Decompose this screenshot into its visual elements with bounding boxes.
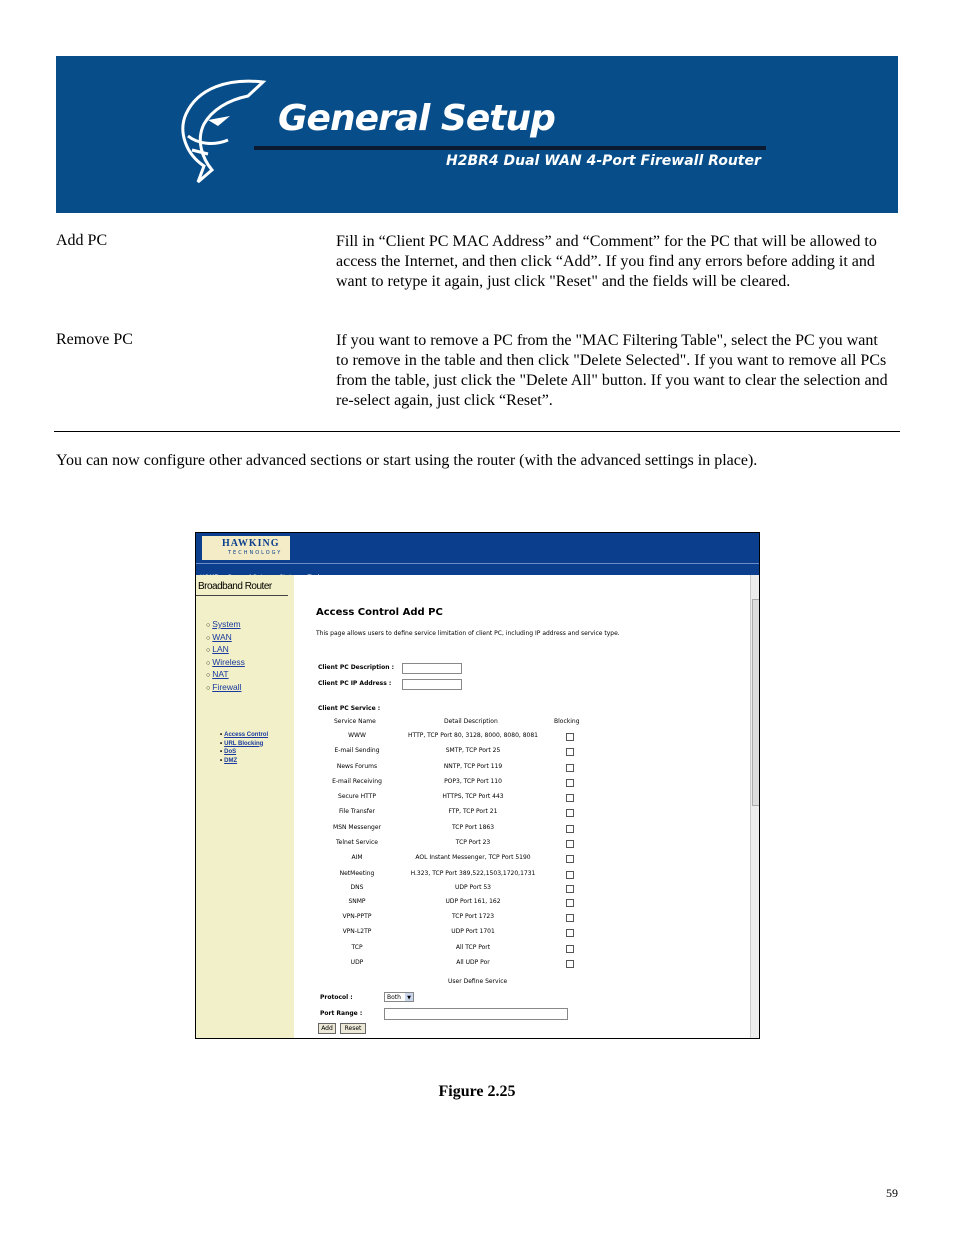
- header-banner: [56, 56, 898, 213]
- page-title: Access Control Add PC: [316, 607, 443, 618]
- sidebar-item-wan[interactable]: ○ WAN: [206, 632, 245, 645]
- eagle-logo-icon: [168, 74, 278, 189]
- banner-subtitle: H2BR4 Dual WAN 4-Port Firewall Router: [446, 153, 761, 169]
- service-row: [294, 839, 750, 851]
- service-name: TCP: [351, 944, 363, 951]
- col-detail-description: Detail Description: [444, 718, 498, 725]
- banner-title: General Setup: [278, 98, 555, 139]
- page-description: This page allows users to define service limitation of client PC, including IP address and service type.: [316, 630, 620, 637]
- service-description: All TCP Port: [455, 944, 491, 951]
- sidebar-item-lan[interactable]: ○ LAN: [206, 644, 245, 657]
- sidebar-menu: [206, 619, 245, 694]
- service-description: UDP Port 161, 162: [445, 898, 501, 905]
- service-description: HTTPS, TCP Port 443: [442, 793, 504, 800]
- page-number: 59: [886, 1186, 898, 1200]
- service-row: [294, 913, 750, 925]
- service-row: [294, 824, 750, 836]
- service-name: News Forums: [336, 763, 378, 770]
- brand-label: Broadband Router: [198, 581, 272, 592]
- sidebar-item-firewall[interactable]: ○ Firewall: [206, 682, 245, 695]
- sidebar-item-dos[interactable]: • DoS: [220, 748, 268, 757]
- blocking-checkbox[interactable]: [566, 748, 574, 756]
- service-name: VPN-L2TP: [342, 928, 372, 935]
- sidebar-item-url-blocking[interactable]: • URL Blocking: [220, 740, 268, 749]
- service-row: [294, 870, 750, 882]
- blocking-checkbox[interactable]: [566, 840, 574, 848]
- blocking-checkbox[interactable]: [566, 794, 574, 802]
- service-row: [294, 884, 750, 896]
- banner-rule: [254, 146, 766, 150]
- service-name: E-mail Receiving: [332, 778, 382, 785]
- logo-subtext: TECHNOLOGY: [228, 550, 283, 556]
- service-row: [294, 747, 750, 759]
- service-row: [294, 959, 750, 971]
- protocol-value: Both: [387, 994, 401, 1001]
- blocking-checkbox[interactable]: [566, 885, 574, 893]
- service-row: [294, 898, 750, 910]
- sidebar-item-access-control[interactable]: • Access Control: [220, 731, 268, 740]
- divider: [54, 431, 900, 432]
- service-row: [294, 778, 750, 790]
- term-add-pc: Add PC: [56, 232, 108, 249]
- definition-remove-pc: If you want to remove a PC from the "MAC Filtering Table", select the PC you want to remove in the table and then click "Delete Selected". If you want to remove all PCs from the table, just click the "Delete All" button. If you want to clear the selection and re-select again, just click “Reset”.: [336, 332, 888, 409]
- hawking-logo: [202, 536, 290, 560]
- scrollbar[interactable]: [750, 575, 760, 1038]
- col-service-name: Service Name: [334, 718, 376, 725]
- service-description: All UDP Por: [456, 959, 490, 966]
- blocking-checkbox[interactable]: [566, 855, 574, 863]
- service-description: POP3, TCP Port 110: [444, 778, 502, 785]
- service-description: TCP Port 1863: [451, 824, 495, 831]
- blocking-checkbox[interactable]: [566, 764, 574, 772]
- definition-add-pc: Fill in “Client PC MAC Address” and “Comment” for the PC that will be allowed to access the Internet, and then click “Add”. If you find any errors before adding it and want to retype it again, just click "Reset" and the fields will be cleared.: [336, 233, 877, 290]
- client-ip-label: Client PC IP Address :: [318, 680, 392, 687]
- service-description: AOL Instant Messenger, TCP Port 5190: [415, 854, 531, 861]
- blocking-checkbox[interactable]: [566, 733, 574, 741]
- protocol-select[interactable]: [384, 992, 414, 1002]
- router-nav: [196, 563, 759, 575]
- add-button[interactable]: Add: [318, 1023, 336, 1034]
- figure-caption: Figure 2.25: [438, 1083, 516, 1100]
- term-remove-pc: Remove PC: [56, 331, 133, 348]
- sidebar-item-nat[interactable]: ○ NAT: [206, 669, 245, 682]
- service-name: NetMeeting: [339, 870, 375, 877]
- router-content: [294, 575, 750, 1038]
- firewall-submenu: [220, 731, 268, 765]
- service-name: UDP: [350, 959, 364, 966]
- client-desc-input[interactable]: [402, 663, 462, 674]
- service-header: Client PC Service :: [318, 705, 381, 712]
- service-description: TCP Port 1723: [451, 913, 495, 920]
- blocking-checkbox[interactable]: [566, 825, 574, 833]
- blocking-checkbox[interactable]: [566, 779, 574, 787]
- service-name: VPN-PPTP: [342, 913, 372, 920]
- service-description: TCP Port 23: [455, 839, 491, 846]
- chevron-down-icon: ▼: [405, 993, 413, 1001]
- service-description: H.323, TCP Port 389,522,1503,1720,1731: [410, 870, 536, 877]
- service-description: SMTP, TCP Port 25: [445, 747, 501, 754]
- service-name: Secure HTTP: [338, 793, 376, 800]
- service-row: [294, 854, 750, 866]
- sidebar-item-system[interactable]: ○ System: [206, 619, 245, 632]
- logo-text: HAWKING: [222, 538, 280, 549]
- client-ip-input[interactable]: [402, 679, 462, 690]
- user-define-label: User Define Service: [448, 978, 508, 985]
- client-desc-label: Client PC Description :: [318, 664, 394, 671]
- service-name: DNS: [350, 884, 364, 891]
- service-row: [294, 763, 750, 775]
- reset-button[interactable]: Reset: [340, 1023, 366, 1034]
- col-blocking: Blocking: [554, 718, 580, 725]
- sidebar-item-dmz[interactable]: • DMZ: [220, 757, 268, 766]
- service-name: E-mail Sending: [334, 747, 380, 754]
- service-name: File Transfer: [338, 808, 376, 815]
- brand-underline: [196, 595, 288, 596]
- blocking-checkbox[interactable]: [566, 899, 574, 907]
- router-header: [196, 533, 759, 563]
- blocking-checkbox[interactable]: [566, 914, 574, 922]
- port-range-label: Port Range :: [320, 1010, 363, 1017]
- body-paragraph: You can now configure other advanced sections or start using the router (with the advanced settings in place).: [56, 452, 758, 469]
- scrollbar-thumb[interactable]: [752, 599, 760, 806]
- blocking-checkbox[interactable]: [566, 945, 574, 953]
- sidebar-item-wireless[interactable]: ○ Wireless: [206, 657, 245, 670]
- router-screenshot: [195, 532, 760, 1039]
- blocking-checkbox[interactable]: [566, 960, 574, 968]
- service-name: WWW: [348, 732, 366, 739]
- service-row: [294, 808, 750, 820]
- service-name: AIM: [351, 854, 363, 861]
- service-name: SNMP: [348, 898, 366, 905]
- service-row: [294, 793, 750, 805]
- service-row: [294, 944, 750, 956]
- blocking-checkbox[interactable]: [566, 871, 574, 879]
- service-row: [294, 928, 750, 940]
- port-range-input[interactable]: [384, 1008, 568, 1020]
- service-name: MSN Messenger: [333, 824, 381, 831]
- service-row: [294, 732, 750, 744]
- blocking-checkbox[interactable]: [566, 809, 574, 817]
- service-name: Telnet Service: [336, 839, 378, 846]
- protocol-label: Protocol :: [320, 994, 353, 1001]
- service-description: UDP Port 53: [455, 884, 491, 891]
- router-sidebar: [196, 575, 294, 1038]
- service-description: NNTP, TCP Port 119: [443, 763, 503, 770]
- service-description: FTP, TCP Port 21: [448, 808, 498, 815]
- service-description: HTTP, TCP Port 80, 3128, 8000, 8080, 8081: [408, 732, 538, 739]
- service-description: UDP Port 1701: [451, 928, 495, 935]
- blocking-checkbox[interactable]: [566, 929, 574, 937]
